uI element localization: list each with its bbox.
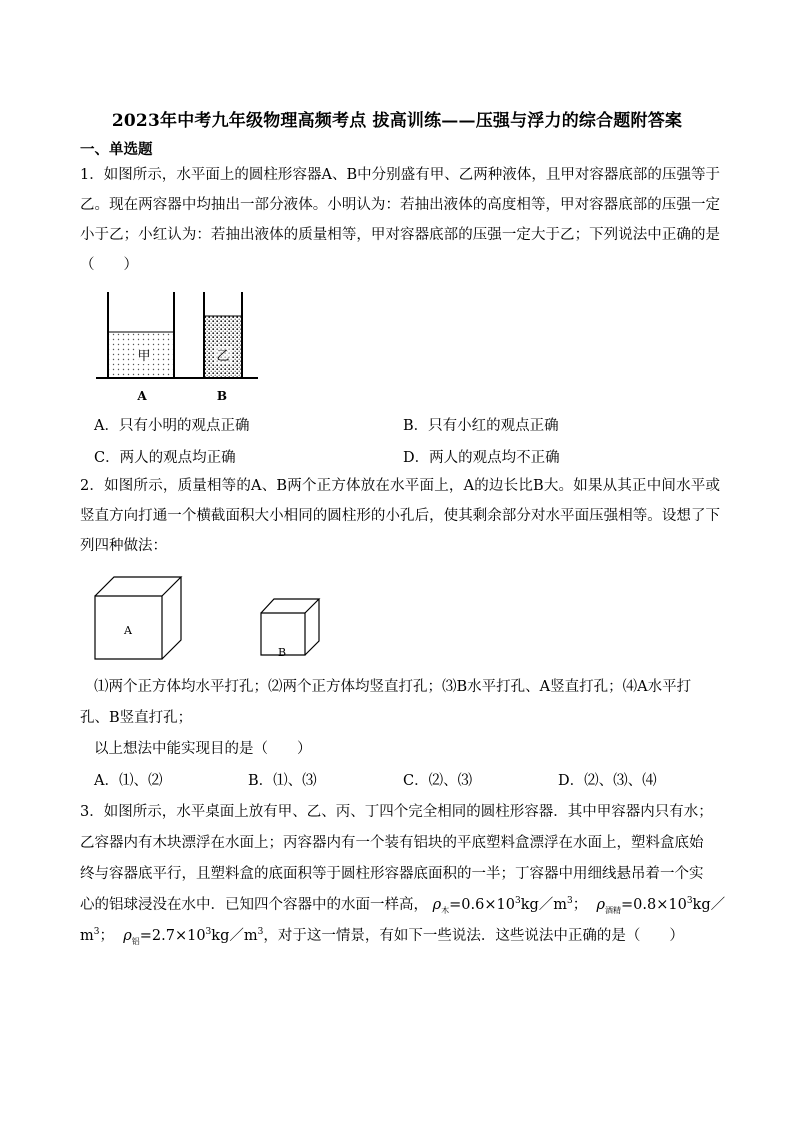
- q2-option-c[interactable]: C．⑵、⑶: [403, 773, 473, 789]
- question-2-text: 2．如图所示，质量相等的A、B两个正方体放在水平面上，A的边长比B大。如果从其正中间水平或竖直方向打通一个横截面积大小相同的圆柱形的小孔后，使其剩余部分对水平面压强相等。设想了下列四种做法：: [80, 478, 720, 554]
- q3-line-2: 乙容器内有木块漂浮在水面上；丙容器内有一个装有铝块的平底塑料盒漂浮在水面上，塑料盒底始: [80, 835, 704, 851]
- q1-option-b[interactable]: B．只有小红的观点正确: [403, 418, 559, 434]
- container-a-label: A: [137, 389, 147, 403]
- q3-line-4: 心的铝球浸没在水中．已知四个容器中的水面一样高， $\rho_木=0.6\times 10^3kg/m^3$； $\rho_{酒精}=0.8\times 10^3kg/$: [80, 896, 726, 915]
- section-heading: 一、单选题: [80, 141, 153, 158]
- q3-line-3: 终与容器底平行，且塑料盒的底面积等于圆柱形容器底面积的一半；丁容器中用细线悬吊着一个实: [80, 866, 704, 882]
- q2-option-d[interactable]: D．⑵、⑶、⑷: [558, 773, 657, 789]
- q1-option-c[interactable]: C．两人的观点均正确: [94, 450, 236, 466]
- question-2-figure: [90, 570, 330, 660]
- q2-option-b[interactable]: B．⑴、⑶: [248, 773, 317, 789]
- container-b-label: B: [216, 389, 228, 403]
- question-1-figure: [92, 288, 262, 404]
- q2-ask: 以上想法中能实现目的是（ ）: [94, 741, 312, 757]
- cube-a-label: A: [124, 624, 132, 637]
- q1-option-d[interactable]: D．两人的观点均不正确: [403, 450, 560, 466]
- q1-option-a[interactable]: A．只有小明的观点正确: [94, 418, 250, 434]
- liquid-b-label: 乙: [216, 349, 230, 364]
- cube-b-label: B: [277, 646, 287, 659]
- q2-option-a[interactable]: A．⑴、⑵: [94, 773, 163, 789]
- page-title: 2023年中考九年级物理高频考点 拔高训练——压强与浮力的综合题附答案: [111, 111, 683, 131]
- q3-line-5: $m^3$； $\rho_铝=2.7\times 10^3kg/m^3$，对于这一情景，有如下一些说法．这些说法中正确的是（ ）: [80, 927, 684, 946]
- cube-a: [95, 577, 181, 659]
- question-1-text: 1．如图所示，水平面上的圆柱形容器A、B中分别盛有甲、乙两种液体，且甲对容器底部的压强等于乙。现在两容器中均抽出一部分液体。小明认为：若抽出液体的高度相等，甲对容器底部的压强一定小于乙；小红认为：若抽出液体的质量相等，甲对容器底部的压强一定大于乙；下列说法中正确的是（ ）: [80, 167, 720, 273]
- q2-methods-line-2: 孔、B竖直打孔；: [80, 710, 193, 726]
- q2-methods-line-1: ⑴两个正方体均水平打孔；⑵两个正方体均竖直打孔；⑶B水平打孔、A竖直打孔；⑷A水平打: [94, 679, 692, 695]
- q3-line-1: 3．如图所示，水平桌面上放有甲、乙、丙、丁四个完全相同的圆柱形容器．其中甲容器内只有水；: [80, 804, 713, 820]
- liquid-a-label: 甲: [137, 349, 151, 364]
- cube-b: [261, 599, 319, 655]
